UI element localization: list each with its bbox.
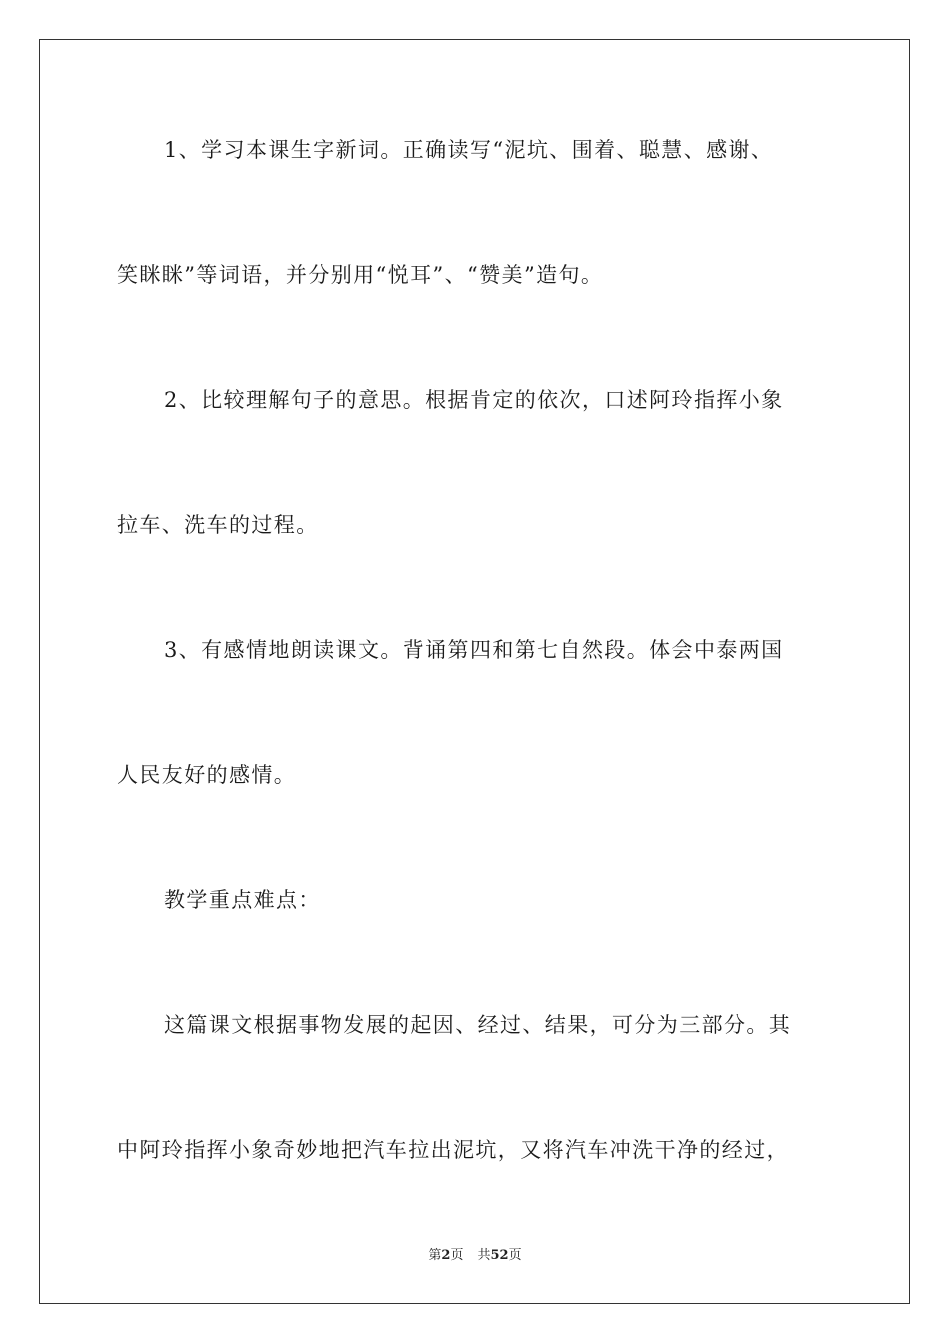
paragraph-1-line-1: 1、学习本课生字新词。正确读写“泥坑、围着、聪慧、感谢、 [164, 138, 774, 162]
page-frame [39, 39, 910, 1304]
paragraph-2-line-1: 2、比较理解句子的意思。根据肯定的依次，口述阿玲指挥小象 [164, 388, 784, 412]
section-heading: 教学重点难点： [164, 888, 321, 912]
paragraph-1-line-2: 笑眯眯”等词语，并分别用“悦耳”、“赞美”造句。 [117, 263, 604, 287]
footer-page-prefix: 第 [428, 1248, 442, 1263]
footer-total-suffix: 页 [508, 1248, 522, 1263]
paragraph-3-line-1: 3、有感情地朗读课文。背诵第四和第七自然段。体会中泰两国 [164, 638, 784, 662]
paragraph-5-line-2: 中阿玲指挥小象奇妙地把汽车拉出泥坑，又将汽车冲洗干净的经过， [117, 1138, 789, 1162]
paragraph-5-line-1: 这篇课文根据事物发展的起因、经过、结果，可分为三部分。其 [164, 1013, 792, 1037]
page-footer [0, 1247, 950, 1265]
paragraph-3-line-2: 人民友好的感情。 [117, 763, 297, 787]
paragraph-2-line-2: 拉车、洗车的过程。 [117, 513, 319, 537]
footer-total-prefix: 共 [477, 1248, 491, 1263]
footer-page-current: 2 [441, 1248, 451, 1263]
footer-page-total: 52 [490, 1248, 509, 1263]
footer-page-suffix: 页 [450, 1248, 464, 1263]
